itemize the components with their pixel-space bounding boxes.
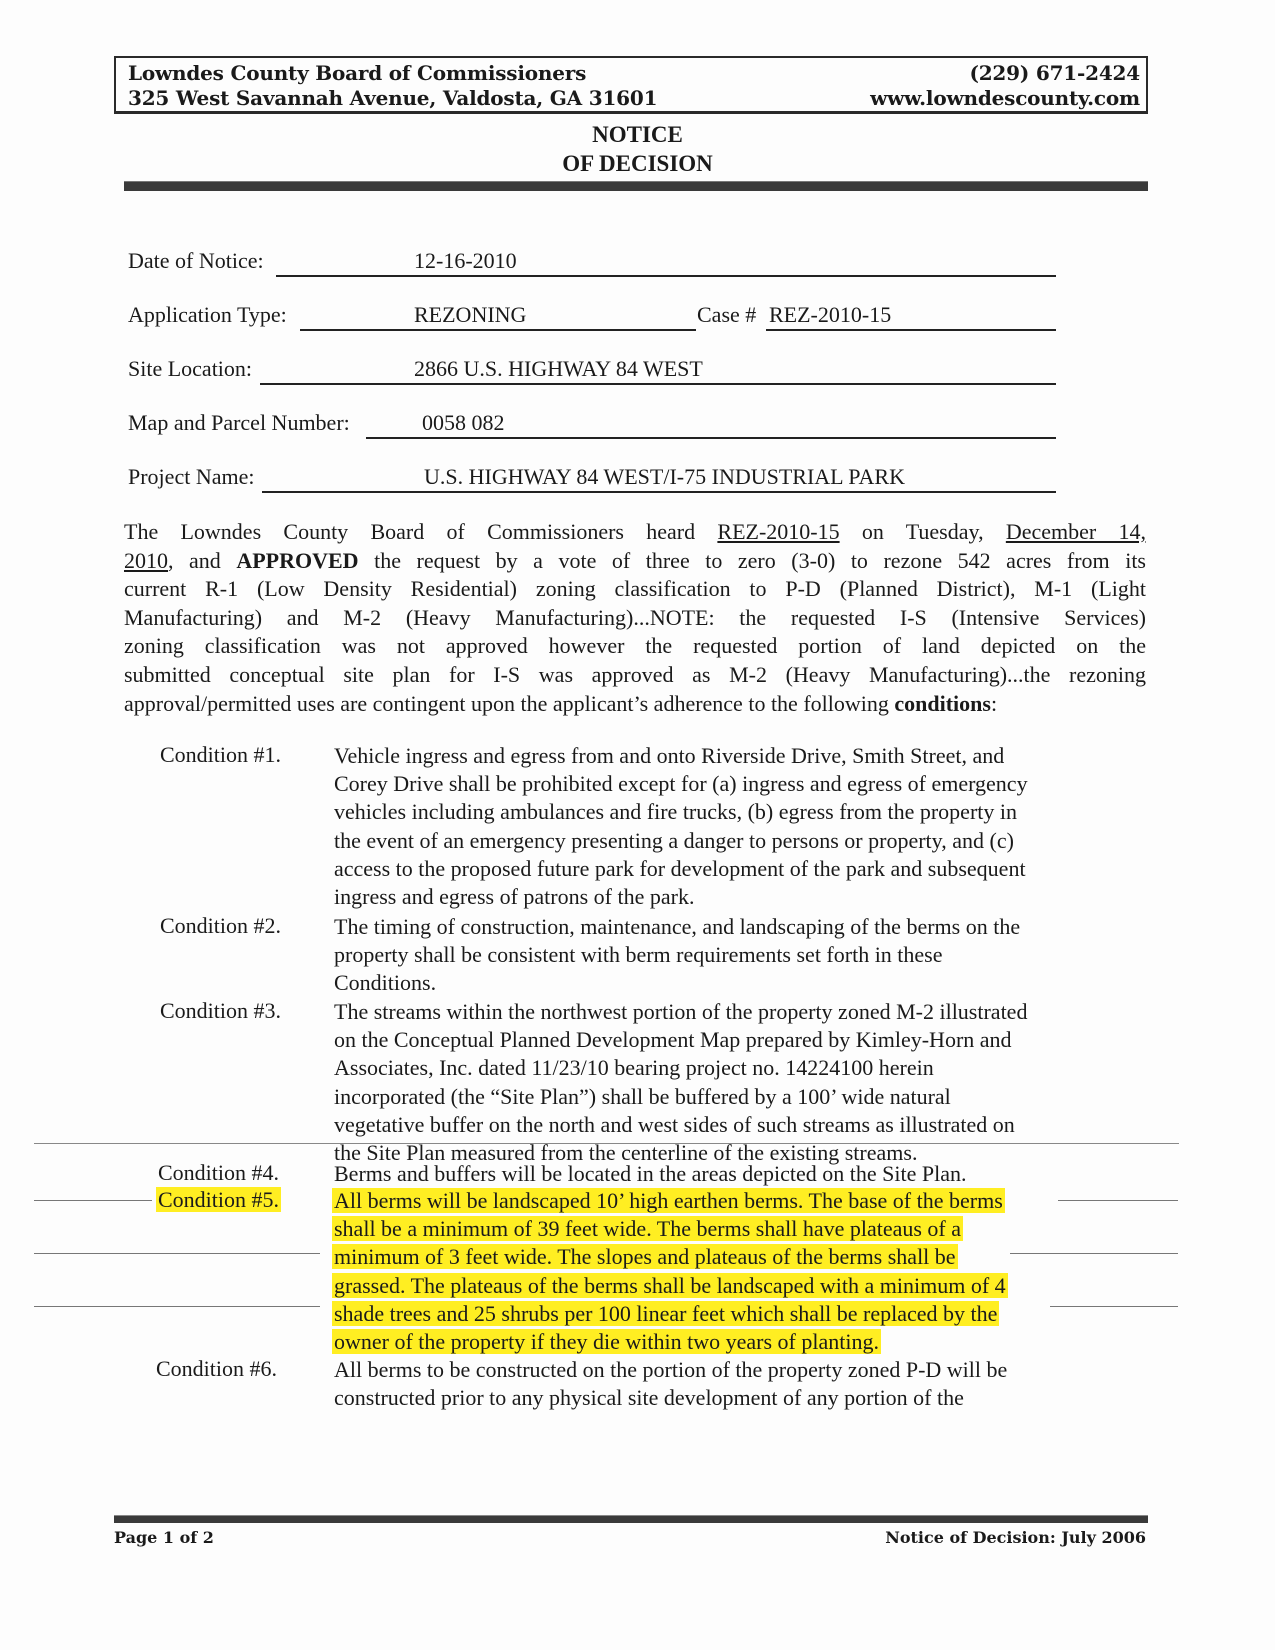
- org-website: www.lowndescounty.com: [870, 86, 1140, 110]
- condition-1-text: Vehicle ingress and egress from and onto Riverside Drive, Smith Street, and Corey Drive shall be prohibited except for (a) ingress and egress of emergency vehicles including ambulances and fire trucks, (b) egress from the property in the event of an emergency presenting a danger to persons or property, and (c) access to the proposed future park for development of the park and subsequent ingress and egress of patrons of the park.: [334, 743, 1028, 910]
- doc-title-line1: NOTICE: [592, 122, 683, 147]
- org-phone: (229) 671-2424: [969, 61, 1140, 85]
- field-value: 0058 082: [422, 410, 505, 435]
- case-reference: REZ-2010-15: [717, 519, 840, 544]
- field-value: REZONING: [414, 302, 527, 327]
- condition-1-label: Condition #1.: [160, 742, 282, 767]
- condition-6-text: All berms to be constructed on the portion of the property zoned P-D will be constructed prior to any physical site development of any portion of the: [334, 1357, 1008, 1411]
- decision-status: APPROVED: [236, 547, 359, 573]
- margin-rule: [1058, 1200, 1178, 1201]
- condition-3-label: Condition #3.: [160, 998, 282, 1023]
- margin-rule: [34, 1306, 320, 1307]
- field-label: Map and Parcel Number:: [128, 410, 350, 435]
- hearing-date: December 14,: [1005, 519, 1146, 544]
- page-number: Page 1 of 2: [114, 1528, 214, 1547]
- header-divider: [124, 181, 1148, 191]
- condition-4-label: Condition #4.: [158, 1160, 280, 1185]
- condition-5-text: All berms will be landscaped 10’ high earthen berms. The base of the berms shall be a minimum of 39 feet wide. The berms shall have plateaus of a minimum of 3 feet wide. The slopes and plateaus of the berms shall be grassed. The plateaus of the berms shall be landscaped with a minimum of 4 shade trees and 25 shrubs per 100 linear feet which shall be replaced by the owner of the property if they die within two years of planting.: [334, 1188, 1006, 1355]
- condition-6-label: Condition #6.: [156, 1356, 278, 1381]
- footer-divider: [114, 1515, 1148, 1523]
- letterhead: [114, 56, 1148, 114]
- case-number-label: Case #: [697, 302, 757, 327]
- margin-rule: [34, 1253, 320, 1254]
- field-underline: [366, 437, 1056, 439]
- doc-title-line2: OF DECISION: [562, 151, 713, 176]
- field-value: U.S. HIGHWAY 84 WEST/I-75 INDUSTRIAL PARK: [424, 464, 905, 489]
- condition-3-text: The streams within the northwest portion of the property zoned M-2 illustrated on the Conceptual Planned Development Map prepared by Kimley-Horn and Associates, Inc. dated 11/23/10 bearing project no. 14224100 herein incorporated (the “Site Plan”) shall be buffered by a 100’ wide natural vegetative buffer on the north and west sides of such streams as illustrated on the Site Plan measured from the centerline of the existing streams.: [334, 999, 1028, 1166]
- margin-rule: [1050, 1306, 1178, 1307]
- field-value: 12-16-2010: [414, 248, 517, 273]
- field-underline: [300, 329, 696, 331]
- org-address: 325 West Savannah Avenue, Valdosta, GA 31601: [128, 86, 658, 110]
- form-revision: Notice of Decision: July 2006: [885, 1528, 1146, 1547]
- case-number-value: REZ-2010-15: [769, 302, 892, 327]
- field-underline: [276, 275, 1056, 277]
- field-label: Application Type:: [128, 302, 287, 327]
- condition-5-label: Condition #5.: [158, 1187, 280, 1212]
- margin-rule: [34, 1200, 152, 1201]
- org-name: Lowndes County Board of Commissioners: [128, 61, 587, 85]
- field-value: 2866 U.S. HIGHWAY 84 WEST: [414, 356, 703, 381]
- condition-4-text: Berms and buffers will be located in the areas depicted on the Site Plan.: [334, 1161, 967, 1186]
- condition-2-text: The timing of construction, maintenance, and landscaping of the berms on the property shall be consistent with berm requirements set forth in these Conditions.: [334, 914, 1021, 996]
- field-underline: [260, 383, 1056, 385]
- field-label: Site Location:: [128, 356, 253, 381]
- field-label: Project Name:: [128, 464, 255, 489]
- decision-paragraph: The Lowndes County Board of Commissioners heard REZ-2010-15 on Tuesday, December 14, 2010, and APPROVED the request by a vote of three to zero (3-0) to rezone 542 acres from its current R-1 (Low Density Residential) zoning classification to P-D (Planned District), M-1 (Light Manufacturing) and M-2 (Heavy Manufacturing)...NOTE: the requested I-S (Intensive Services) zoning classification was not approved however the requested portion of land depicted on the submitted conceptual site plan for I-S was approved as M-2 (Heavy Manufacturing)...the rezoning approval/permitted uses are contingent upon the applicant’s adherence to the following conditions:: [124, 519, 1146, 716]
- margin-rule: [1010, 1253, 1178, 1254]
- condition-2-label: Condition #2.: [160, 913, 282, 938]
- field-label: Date of Notice:: [128, 248, 264, 273]
- field-underline: [766, 329, 1056, 331]
- field-underline: [262, 491, 1056, 493]
